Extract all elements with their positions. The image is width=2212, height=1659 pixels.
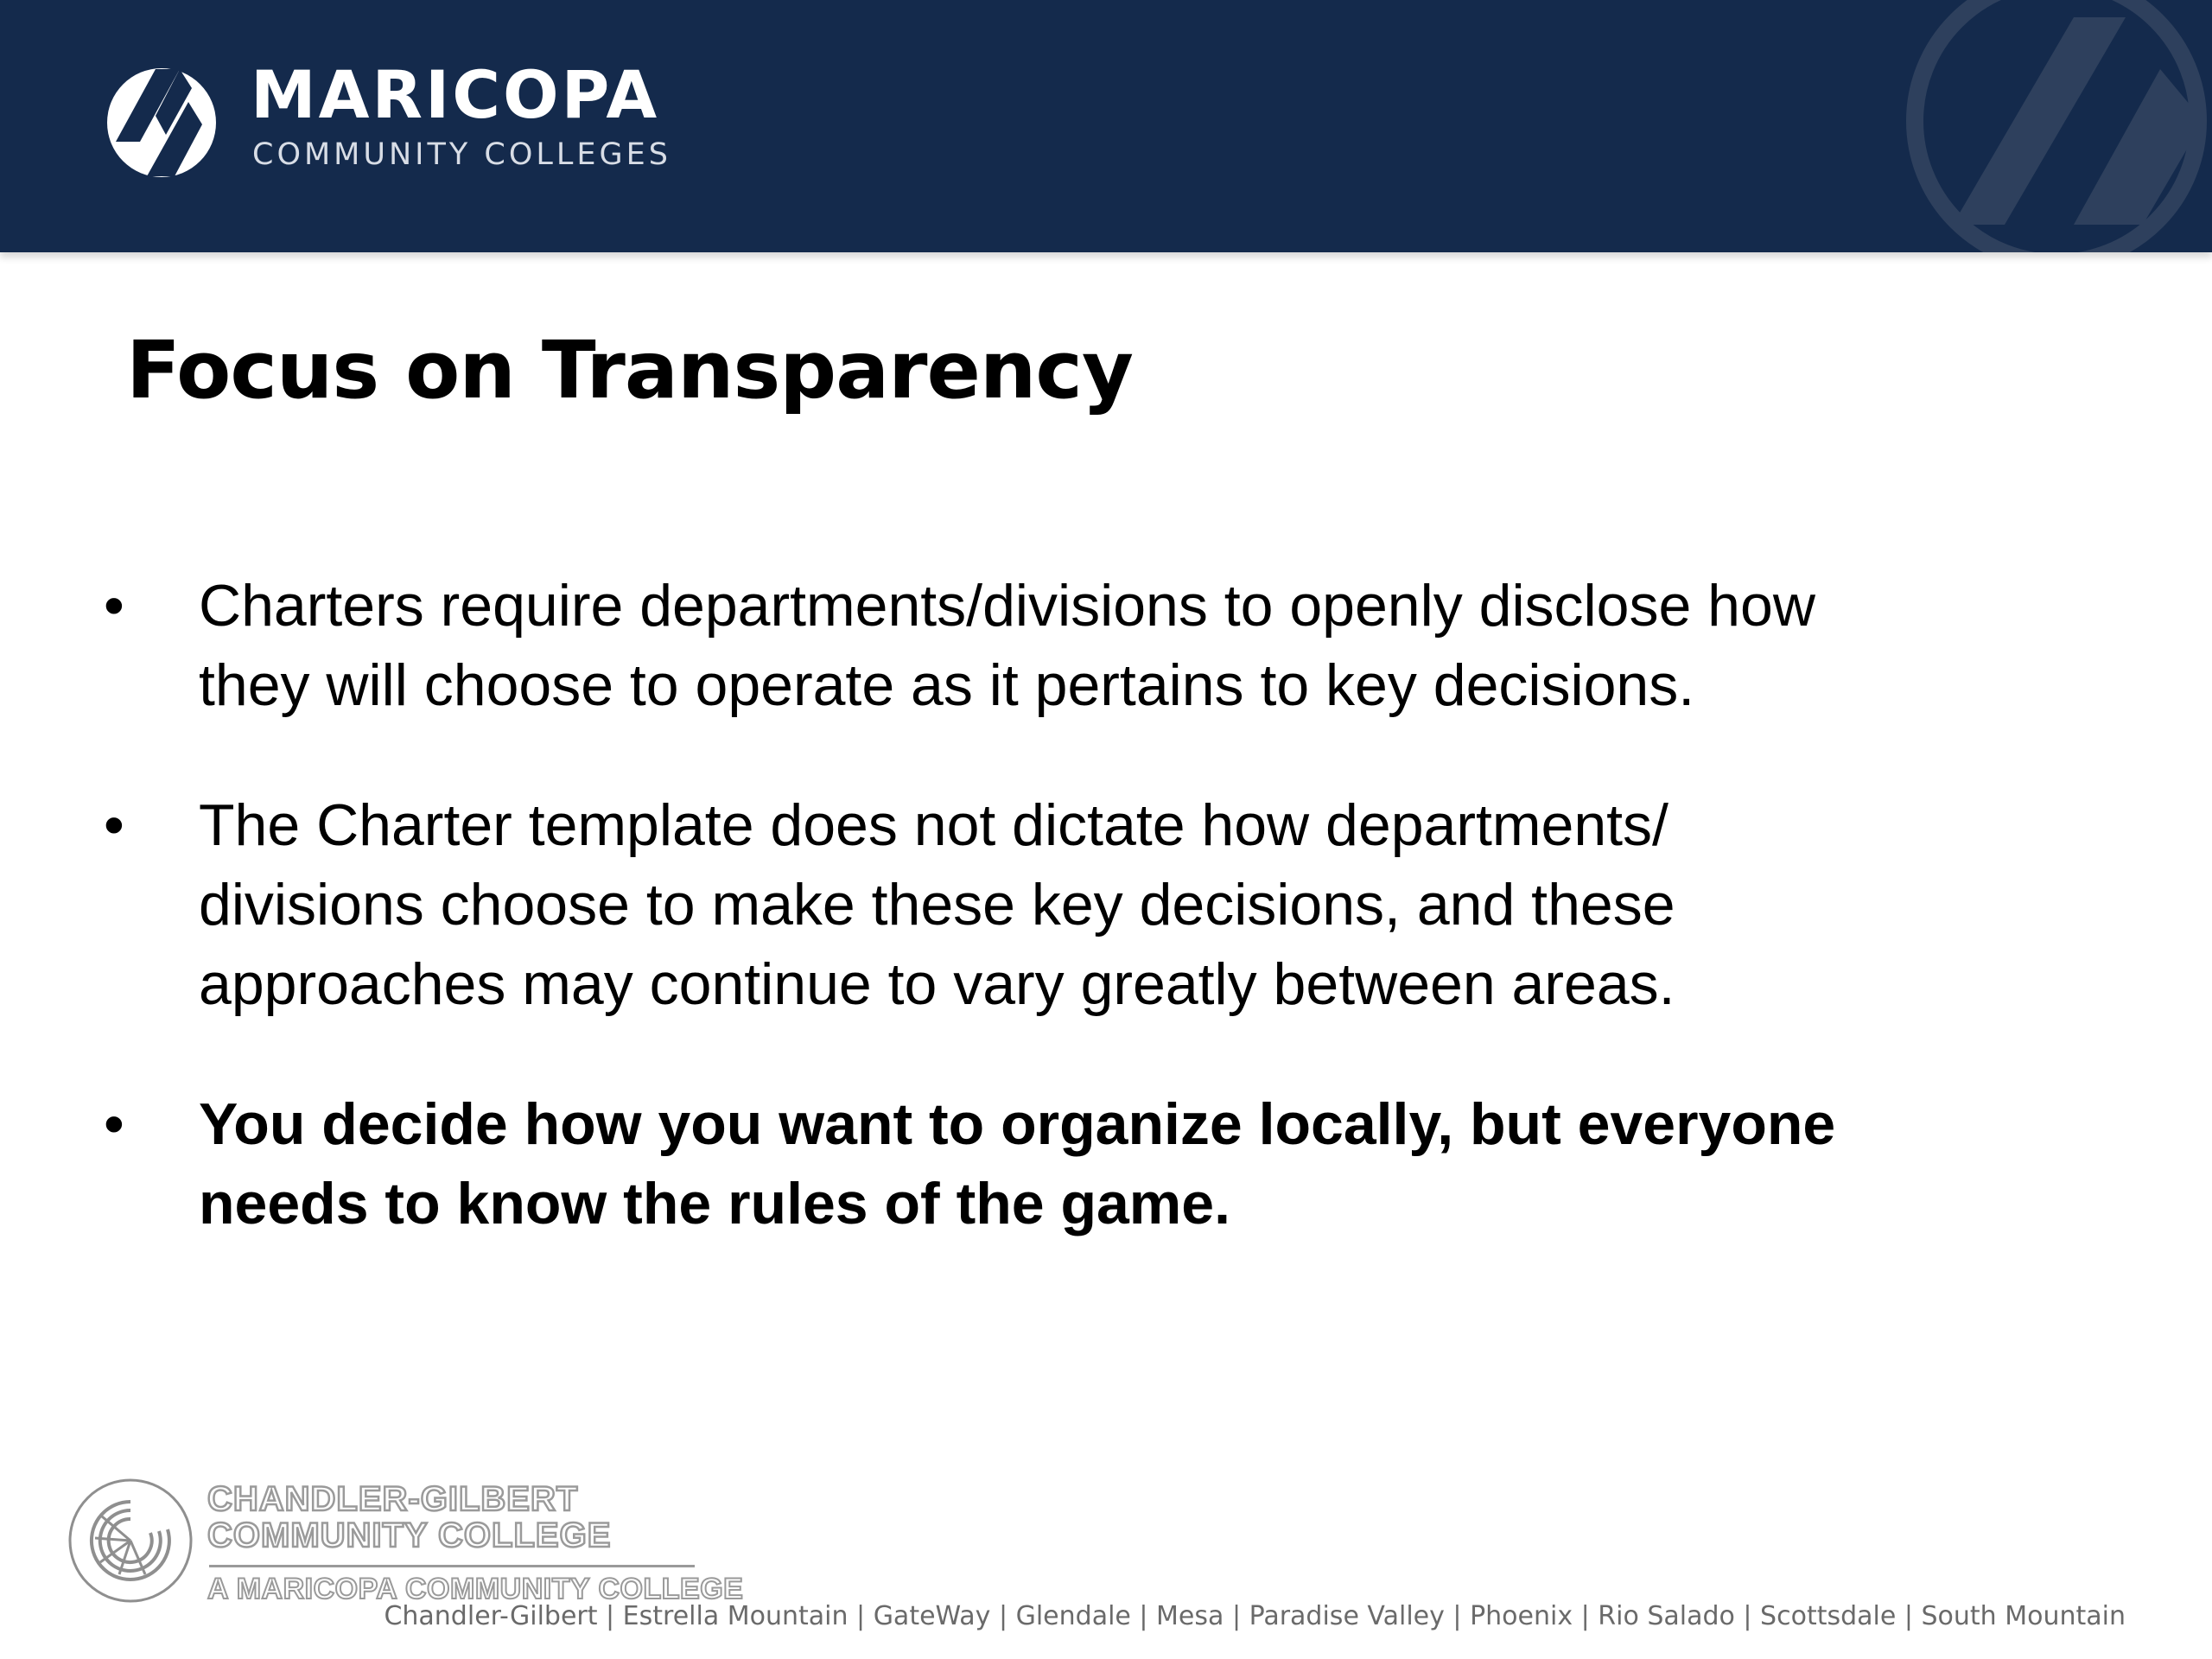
- bullet-text-line: You decide how you want to organize locally, but everyone: [199, 1091, 1836, 1157]
- bullet-text-line: they will choose to operate as it pertains to key decisions.: [199, 652, 1695, 718]
- bullet-item: [95, 785, 2152, 1024]
- bullet-text-line: divisions choose to make these key decisions, and these: [199, 872, 1675, 938]
- brand-name: MARICOPA: [251, 56, 660, 133]
- bullet-text-line: approaches may continue to vary greatly between areas.: [199, 951, 1675, 1017]
- slide-title: Focus on Transparency: [126, 324, 1133, 416]
- bullet-text-line: Charters require departments/divisions to openly disclose how: [199, 573, 1815, 639]
- brand-subtitle: COMMUNITY COLLEGES: [252, 137, 671, 172]
- college-tagline: A MARICOPA COMMUNITY COLLEGE: [207, 1573, 744, 1605]
- college-divider: [209, 1565, 695, 1567]
- bullet-text-line: The Charter template does not dictate how departments/: [199, 792, 1669, 858]
- bullet-item: [95, 566, 2152, 725]
- bullet-text-line: needs to know the rules of the game.: [199, 1171, 1230, 1236]
- maricopa-watermark-icon: [1884, 0, 2212, 252]
- maricopa-logo-icon: [105, 62, 218, 183]
- bullet-dot-icon: •: [104, 573, 124, 639]
- college-name-line1: CHANDLER-GILBERT: [207, 1480, 579, 1518]
- header-banner: [0, 0, 2212, 252]
- bullet-dot-icon: •: [104, 792, 124, 858]
- bullet-list: [95, 566, 2152, 1243]
- cgcc-seal-icon: [67, 1478, 194, 1604]
- bullet-item-emphasis: [95, 1084, 2152, 1243]
- college-name-line2: COMMUNITY COLLEGE: [207, 1516, 612, 1554]
- colleges-list: Chandler-Gilbert | Estrella Mountain | GateWay | Glendale | Mesa | Paradise Valley | Phoenix | Rio Salado | Scottsdale | South Mountain: [384, 1601, 2126, 1631]
- bullet-dot-icon: •: [104, 1091, 124, 1157]
- college-name: [207, 1481, 611, 1554]
